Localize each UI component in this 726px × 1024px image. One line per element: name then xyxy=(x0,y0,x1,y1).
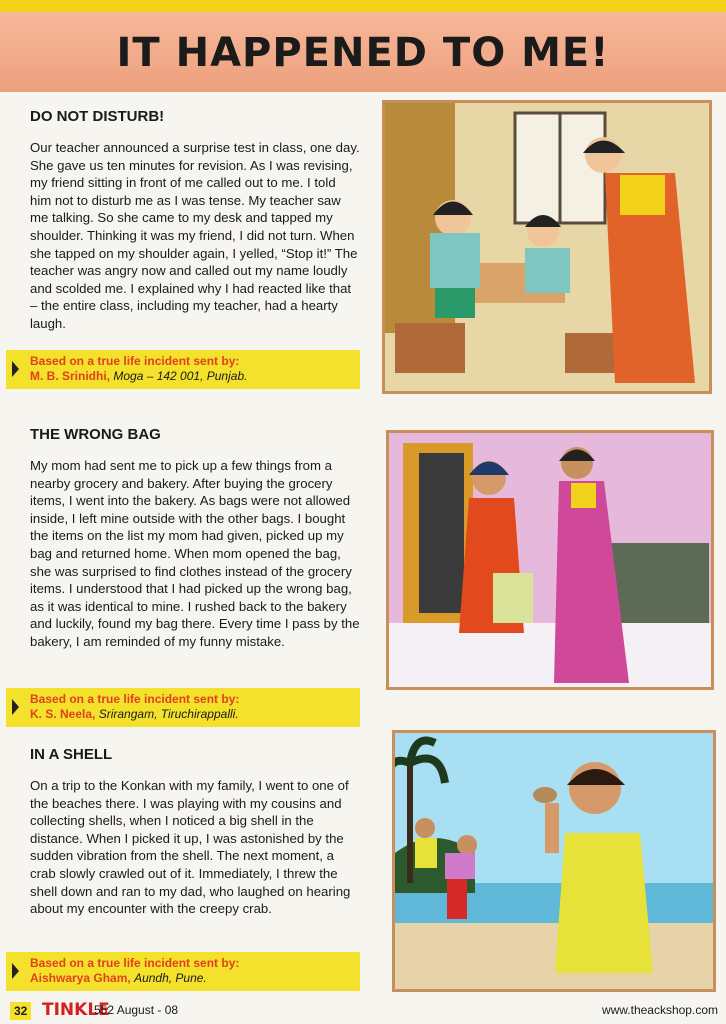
story-body: My mom had sent me to pick up a few things from a nearby grocery and bakery. After buying the grocery items, I went into the bakery. As bags were not allowed inside, I left mine outside with the other bags. I bought the items on the list my mom had given, picked up my bag and returned home. When mom opened the bag, she was surprised to find clothes instead of the grocery items. I understood that I had picked up the wrong bag, as it was identical to mine. I rushed back to the bakery and luckily, found my bag there. Every time I pass by the bakery, I am reminded of my funny mistake. xyxy=(30,458,360,649)
story-title: THE WRONG BAG xyxy=(30,426,161,443)
page-title: IT HAPPENED TO ME! xyxy=(116,30,610,76)
credit-name: K. S. Neela, xyxy=(30,707,96,721)
story-body: On a trip to the Konkan with my family, I went to one of the beaches there. I was playing with my cousins and collecting shells, when I noticed a big shell in the distance. When I picked it up, I was astonished by the sudden vibration from the shell. The next moment, a crab slowly crawled out of it. Immediately, I threw the shell down and ran to my dad, who laughed on hearing about my encounter with the creepy crab. xyxy=(30,778,351,917)
website-link[interactable]: www.theackshop.com xyxy=(601,1003,718,1017)
credit-place: Moga – 142 001, Punjab. xyxy=(113,369,248,383)
credit-box xyxy=(6,350,360,389)
story-in-a-shell xyxy=(30,746,360,918)
credit-label: Based on a true life incident sent by: xyxy=(30,956,240,970)
credit-box xyxy=(6,952,360,991)
story-title: IN A SHELL xyxy=(30,746,113,763)
story-title: DO NOT DISTURB! xyxy=(30,108,165,125)
credit-name: M. B. Srinidhi, xyxy=(30,369,110,383)
story-do-not-disturb xyxy=(30,108,360,333)
credit-box xyxy=(6,688,360,727)
credit-place: Aundh, Pune. xyxy=(134,971,207,985)
magazine-brand: TINKLE xyxy=(42,1000,110,1020)
beach-scene-image xyxy=(395,733,713,989)
page-footer xyxy=(0,998,726,1024)
page-banner xyxy=(0,12,726,92)
top-stripe xyxy=(0,0,726,12)
story-the-wrong-bag xyxy=(30,426,360,651)
credit-name: Aishwarya Gham, xyxy=(30,971,131,985)
issue-info: 552 August - 08 xyxy=(94,1003,179,1017)
story-body: Our teacher announced a surprise test in class, one day. She gave us ten minutes for revision. As I was revising, my friend sitting in front of me called out to me. I told him not to disturb me as I was tense. My teacher saw me talking. So she came to my desk and tapped my shoulder. Thinking it was my friend, I did not turn. When she tapped on my shoulder again, I yelled, “Stop it!” The teacher was angry now and called out my name loudly and scolded me. I explained why I had reacted like that – the entire class, including my teacher, had a hearty laugh. xyxy=(30,140,360,331)
page-number: 32 xyxy=(10,1002,31,1020)
credit-place: Srirangam, Tiruchirappalli. xyxy=(98,707,239,721)
illustration-beach xyxy=(392,730,716,992)
illustration-classroom xyxy=(382,100,712,394)
home-scene-image xyxy=(389,433,711,687)
illustration-home xyxy=(386,430,714,690)
credit-label: Based on a true life incident sent by: xyxy=(30,692,240,706)
credit-label: Based on a true life incident sent by: xyxy=(30,354,240,368)
classroom-scene-image xyxy=(385,103,709,391)
